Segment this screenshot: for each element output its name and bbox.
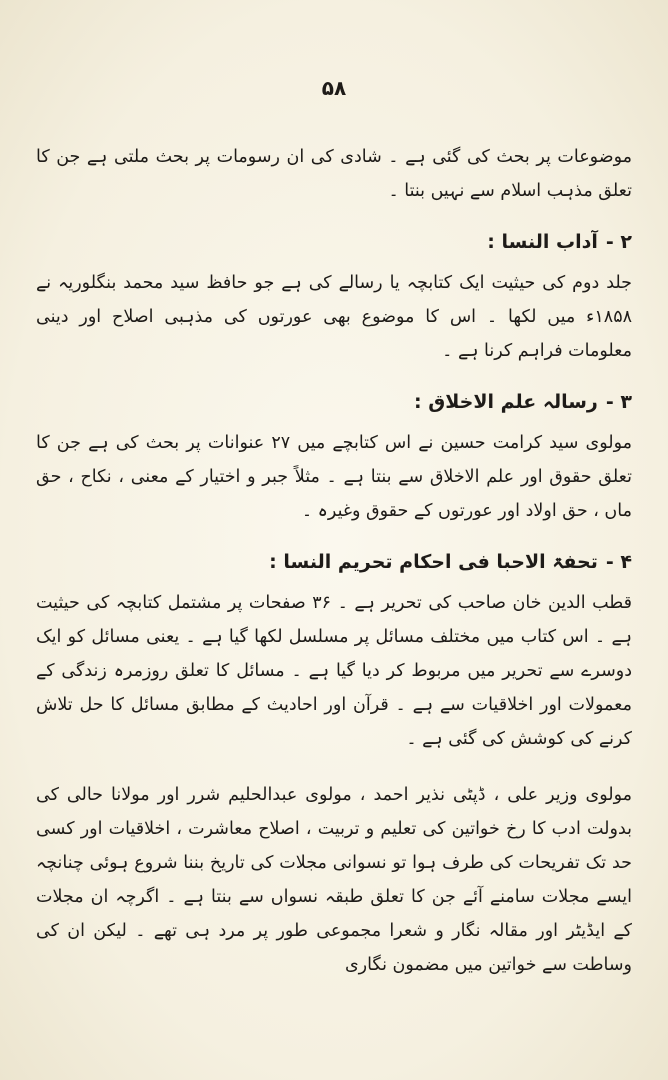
section-number: ۴ - bbox=[605, 551, 632, 573]
section-paragraph: مولوی سید کرامت حسین نے اس کتابچے میں ۲۷ عنوانات پر بحث کی ہے جن کا تعلق حقوق اور علم الاخلاق سے بنتا ہے ۔ مثلاً جبر و اختیار کے معنی ، نکاح ، حق ماں ، حق اولاد اور عورتوں کے حقوق وغیرہ ۔ bbox=[36, 433, 632, 521]
section-heading-risala-ilm-ul-akhlaq bbox=[36, 382, 632, 422]
section-title: تحفۃ الاحبا فی احکام تحریم النسا : bbox=[269, 551, 598, 573]
section-heading-tohfat-ul-ahba bbox=[36, 542, 632, 582]
closing-paragraph: مولوی وزیر علی ، ڈپٹی نذیر احمد ، مولوی عبدالحلیم شرر اور مولانا حالی کی بدولت ادب کا رخ خواتین کی تعلیم و تربیت ، اصلاح معاشرت ، اخلاقیات اور کسی حد تک تفریحات کی طرف ہوا تو نسوانی مجلات کی تاریخ بننا شروع ہوئی چنانچہ ایسے مجلات سامنے آئے جن کا تعلق طبقہ نسواں سے بنتا ہے ۔ اگرچہ ان مجلات کے ایڈیٹر اور مقالہ نگار و شعرا مجموعی طور پر مرد ہی تھے ۔ لیکن ان کی وساطت سے خواتین میں مضمون نگاری bbox=[36, 785, 632, 975]
section-heading-adab-un-nisa bbox=[36, 222, 632, 262]
section-title: آداب النسا : bbox=[487, 231, 598, 253]
page-number: ۵۸ bbox=[321, 76, 347, 100]
section-title: رسالہ علم الاخلاق : bbox=[414, 391, 598, 413]
section-number: ۲ - bbox=[605, 231, 632, 253]
section-paragraph: جلد دوم کی حیثیت ایک کتابچہ یا رسالے کی ہے جو حافظ سید محمد بنگلوریہ نے ۱۸۵۸ء میں لکھا ۔ اس کا موضوع بھی عورتوں کی مذہبی اصلاح اور دینی معلومات فراہم کرنا ہے ۔ bbox=[36, 273, 632, 361]
intro-paragraph: موضوعات پر بحث کی گئی ہے ۔ شادی کی ان رسومات پر بحث ملتی ہے جن کا تعلق مذہب اسلام سے نہیں بنتا ۔ bbox=[36, 147, 632, 201]
page-body bbox=[36, 140, 632, 982]
section-paragraph: قطب الدین خان صاحب کی تحریر ہے ۔ ۳۶ صفحات پر مشتمل کتابچہ کی حیثیت ہے ۔ اس کتاب میں مختلف مسائل پر مسلسل لکھا گیا ہے ۔ یعنی مسائل کو ایک دوسرے سے تحریر میں مربوط کر دیا گیا ہے ۔ مسائل کا تعلق روزمرہ زندگی کے معمولات اور اخلاقیات سے ہے ۔ قرآن اور احادیث کے مطابق مسائل کا حل تلاش کرنے کی کوشش کی گئی ہے ۔ bbox=[36, 593, 633, 749]
section-number: ۳ - bbox=[605, 391, 632, 413]
